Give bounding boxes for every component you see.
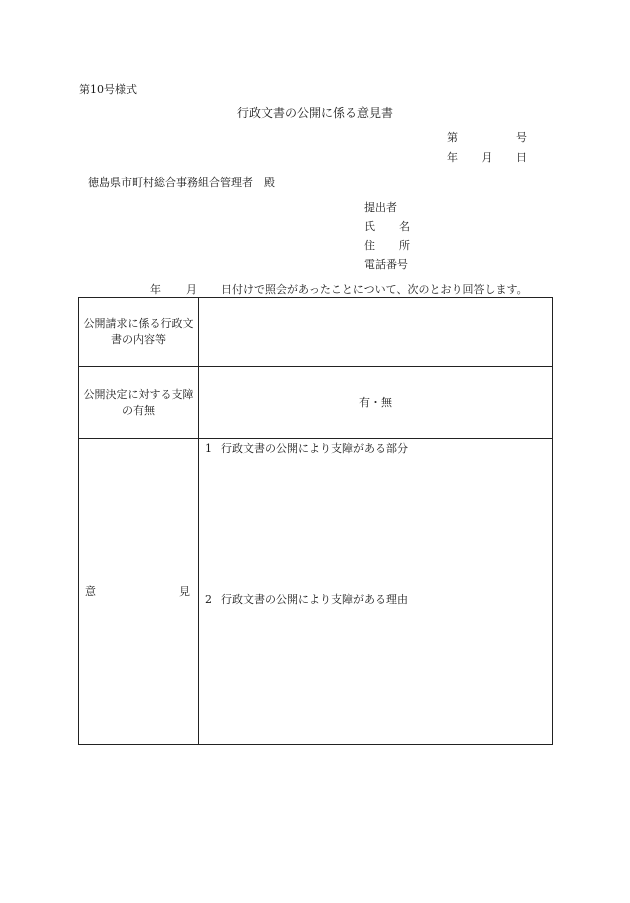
document-date (447, 151, 527, 165)
addressee: 徳島県市町村総合事務組合管理者 殿 (88, 176, 275, 189)
table-row (79, 439, 553, 745)
intro-month: 月 (186, 283, 197, 296)
intro-year: 年 (150, 283, 161, 296)
table-row (79, 298, 553, 367)
obstacle-label: 公開決定に対する支障の有無 (79, 367, 199, 439)
opinion-label: 意 見 (85, 584, 190, 598)
opinion-item-2: 2 行政文書の公開により支障がある理由 (205, 593, 408, 606)
submitter-heading: 提出者 (364, 201, 397, 214)
opinion-form-table (78, 297, 553, 745)
date-year: 年 (447, 151, 458, 164)
table-row (79, 367, 553, 439)
obstacle-value-cell (199, 367, 553, 439)
date-month: 月 (481, 151, 493, 164)
document-content-value (199, 298, 553, 367)
opinion-content (199, 439, 553, 745)
form-number: 第10号様式 (79, 83, 137, 96)
document-number-prefix: 第 (447, 131, 458, 144)
submitter-phone-label: 電話番号 (364, 258, 408, 271)
document-title: 行政文書の公開に係る意見書 (236, 106, 393, 120)
submitter-name-label: 氏 名 (364, 220, 410, 233)
document-content-label: 公開請求に係る行政文書の内容等 (79, 298, 199, 367)
submitter-address-label: 住 所 (364, 239, 410, 252)
intro-text: 日付けで照会があったことについて、次のとおり回答します。 (221, 283, 528, 296)
obstacle-value: 有・無 (359, 395, 392, 409)
document-number (447, 131, 527, 145)
document-number-suffix: 号 (516, 131, 527, 144)
opinion-label-cell (79, 439, 199, 745)
date-day: 日 (516, 151, 527, 164)
opinion-item-1: 1 行政文書の公開により支障がある部分 (205, 442, 408, 455)
